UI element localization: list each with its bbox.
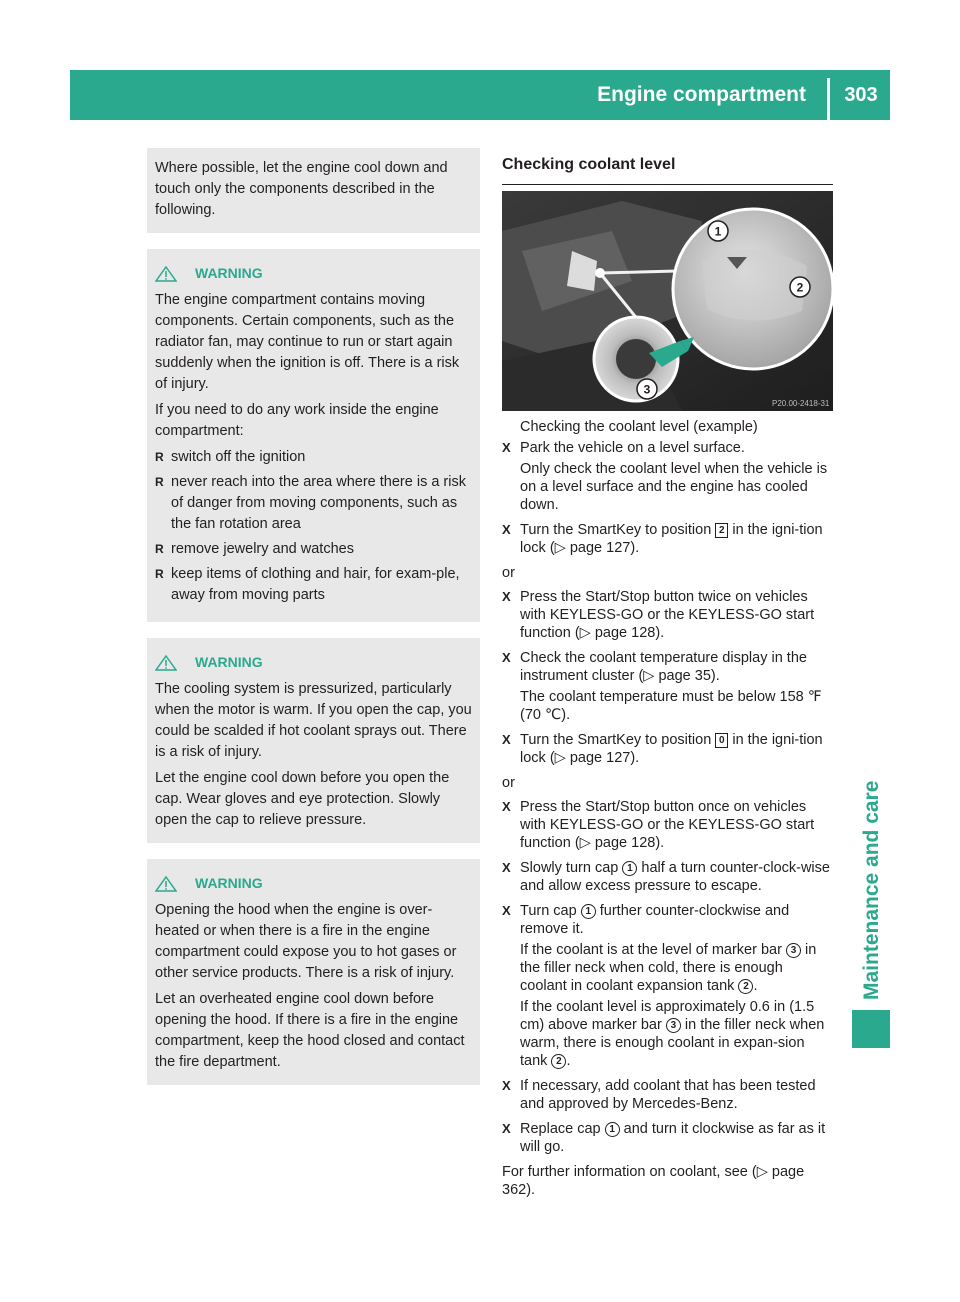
warning-triangle-icon [155, 266, 177, 282]
further-info: For further information on coolant, see (▷ page 362). [502, 1164, 805, 1198]
warning-text: The cooling system is pressurized, particularly when the motor is warm. If you open the cap, you could be scalded if hot coolant sprays out. There is a risk of injury. [155, 681, 472, 760]
warning-text: Let the engine cool down before you open the cap. Wear gloves and eye protection. Slowly open the cap to relieve pressure. [155, 770, 450, 828]
engine-photo [502, 191, 833, 411]
header-divider [827, 78, 830, 120]
figure-caption: Checking the coolant level (example) [520, 419, 758, 435]
page-ref-link[interactable]: page 127 [569, 750, 631, 766]
or-separator: or [502, 775, 515, 791]
step-note: Only check the coolant level when the vehicle is on a level surface and the engine has cooled down. [520, 461, 828, 513]
warning-label: WARNING [195, 265, 263, 281]
warning-label: WARNING [195, 875, 263, 891]
page-ref-link[interactable]: page 35 [658, 668, 711, 684]
left-column [147, 148, 480, 1101]
callout-2: 2 [796, 280, 804, 295]
coolant-steps [502, 439, 833, 1199]
list-item: R remove jewelry and watches [155, 539, 472, 560]
warning-box-moving-parts [147, 249, 480, 622]
section-title: Checking coolant level [502, 156, 833, 185]
warning-text: Opening the hood when the engine is over-heated or when there is a fire in the engine compartment could expose you to hot gases or other service products. There is a risk of injury. [155, 902, 457, 981]
right-column [502, 148, 833, 1199]
warning-box-overheated [147, 859, 480, 1085]
callout-ref: 3 [666, 1018, 681, 1033]
page-ref-link[interactable]: page 128 [594, 835, 656, 851]
callout-3: 3 [643, 382, 651, 397]
page-number: 303 [844, 84, 878, 106]
step-item: X Press the Start/Stop button twice on vehicles with KEYLESS-GO or the KEYLESS-GO start function (▷ page 128). [502, 588, 833, 642]
warning-text: The engine compartment contains moving components. Certain components, such as the radiator fan, may continue to run or start again suddenly when the ignition is off. There is a risk of injury. [155, 292, 460, 392]
callout-ref: 2 [738, 979, 753, 994]
ref-arrow-icon: ▷ [554, 540, 566, 556]
step-note: If the coolant level is approximately 0.6 in (1.5 cm) above marker bar 3 in the filler neck when warm, there is enough coolant in expan-sion tank 2 . [520, 999, 825, 1069]
step-item: X Press the Start/Stop button once on vehicles with KEYLESS-GO or the KEYLESS-GO start function (▷ page 128). [502, 798, 833, 852]
intro-text: Where possible, let the engine cool down and touch only the components described in the following. [155, 160, 448, 218]
step-note: The coolant temperature must be below 158 ℉ (70 ℃). [520, 689, 822, 723]
section-tab [850, 780, 890, 1000]
section-marker [852, 1010, 890, 1048]
warning-heading [155, 652, 472, 673]
page-ref-link[interactable]: page 127 [569, 540, 631, 556]
ignition-key-position: 0 [715, 733, 728, 748]
ref-arrow-icon: ▷ [756, 1164, 768, 1180]
warning-heading [155, 873, 472, 894]
ref-arrow-icon: ▷ [579, 835, 591, 851]
warning-triangle-icon [155, 876, 177, 892]
list-item: R keep items of clothing and hair, for exam-ple, away from moving parts [155, 564, 472, 606]
list-item: R switch off the ignition [155, 447, 472, 468]
step-item: X Slowly turn cap 1 half a turn counter-clock-wise and allow excess pressure to escape. [502, 859, 833, 895]
step-item: X Turn cap 1 further counter-clockwise and remove it. If the coolant is at the level of marker bar 3 in the filler neck when cold, there is enough coolant in coolant expansion tank 2 . If the coolant level is approximately 0.6 in (1.5 cm) above marker bar 3 in the filler neck when warm, there is enough coolant in expan-sion tank 2 . [502, 902, 833, 1070]
step-item: X Turn the SmartKey to position 0 in the igni-tion lock (▷ page 127). [502, 731, 833, 767]
ref-arrow-icon: ▷ [643, 668, 655, 684]
figure-code: P20.00-2418-31 [772, 399, 830, 408]
page-ref-link[interactable]: page 362 [502, 1164, 805, 1198]
callout-ref: 1 [581, 904, 596, 919]
header-bar [70, 70, 890, 120]
warning-text: Let an overheated engine cool down before opening the hood. If there is a fire in the engine compartment, keep the hood closed and contact the fire department. [155, 991, 465, 1070]
step-item: X Replace cap 1 and turn it clockwise as far as it will go. [502, 1120, 833, 1156]
section-tab-label: Maintenance and care [860, 780, 883, 1000]
warning-triangle-icon [155, 655, 177, 671]
step-note: If the coolant is at the level of marker bar 3 in the filler neck when cold, there is enough coolant in coolant expansion tank 2 . [520, 942, 817, 994]
ignition-key-position: 2 [715, 523, 728, 538]
warning-box-pressurized [147, 638, 480, 843]
callout-ref: 2 [551, 1054, 566, 1069]
warning-heading [155, 263, 472, 284]
list-item: R never reach into the area where there is a risk of danger from moving components, such as the fan rotation area [155, 472, 472, 535]
step-item: X Check the coolant temperature display in the instrument cluster (▷ page 35). The coolant temperature must be below 158 ℉ (70 ℃). [502, 649, 833, 724]
step-item: X Park the vehicle on a level surface. Only check the coolant level when the vehicle is on a level surface and the engine has cooled down. [502, 439, 833, 514]
precaution-list [155, 447, 472, 606]
intro-box [147, 148, 480, 233]
ref-arrow-icon: ▷ [579, 625, 591, 641]
callout-ref: 1 [605, 1122, 620, 1137]
coolant-tank-illustration [502, 191, 833, 411]
warning-text: If you need to do any work inside the engine compartment: [155, 402, 439, 439]
page-title: Engine compartment [597, 83, 806, 106]
page-ref-link[interactable]: page 128 [594, 625, 656, 641]
warning-label: WARNING [195, 654, 263, 670]
step-item: X Turn the SmartKey to position 2 in the igni-tion lock (▷ page 127). [502, 521, 833, 557]
callout-ref: 3 [786, 943, 801, 958]
callout-ref: 1 [622, 861, 637, 876]
or-separator: or [502, 565, 515, 581]
callout-1: 1 [714, 224, 722, 239]
step-item: X If necessary, add coolant that has been tested and approved by Mercedes-Benz. [502, 1077, 833, 1113]
ref-arrow-icon: ▷ [554, 750, 566, 766]
